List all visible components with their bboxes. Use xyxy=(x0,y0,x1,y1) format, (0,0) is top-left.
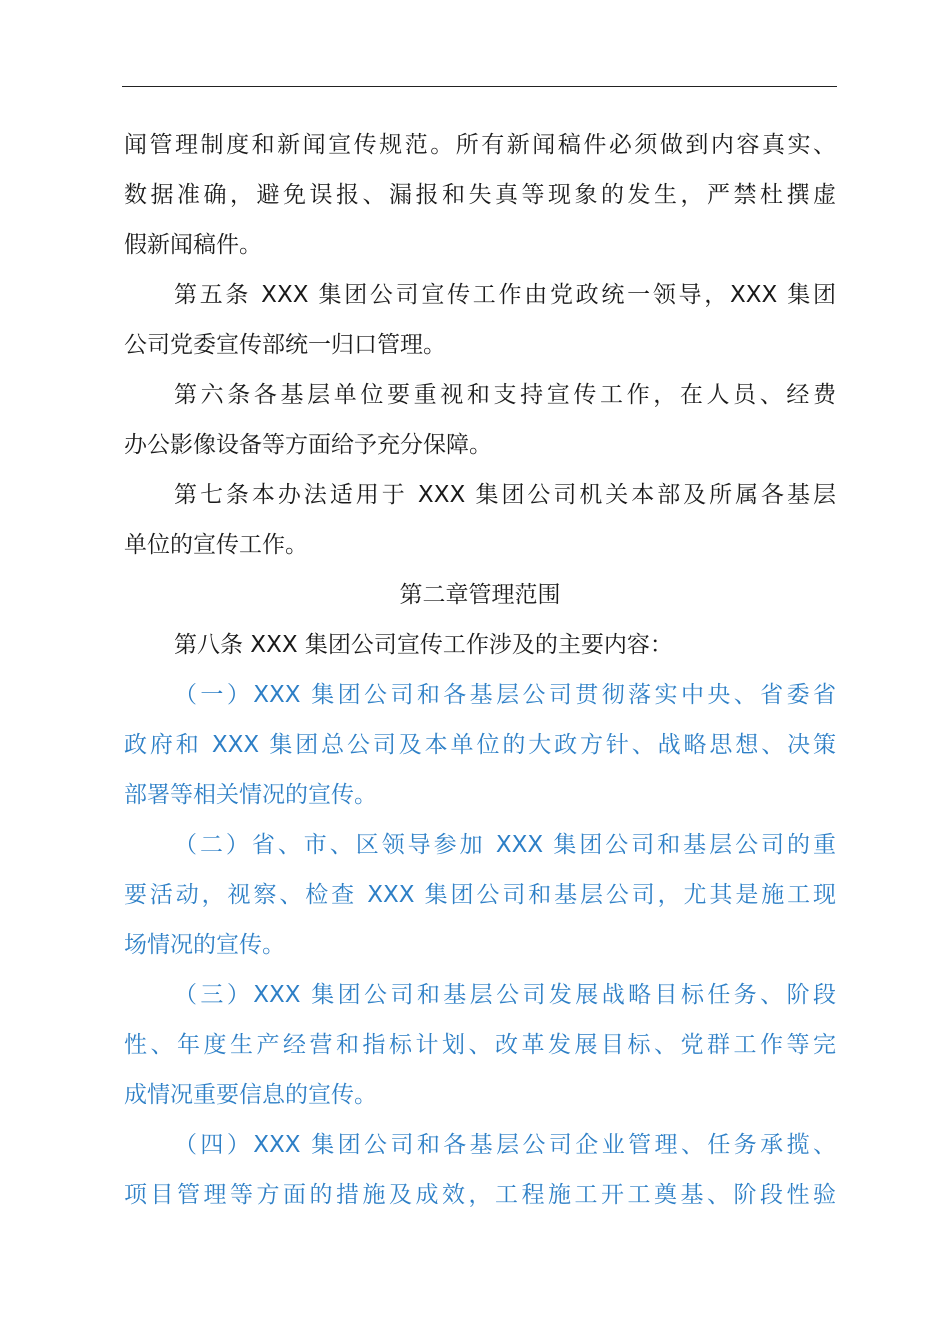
text-line: 部署等相关情况的宣传。 xyxy=(124,782,377,808)
text-line: 第八条 XXX 集团公司宣传工作涉及的主要内容： xyxy=(174,632,673,658)
item-4 xyxy=(124,1120,836,1220)
text-line: 项目管理等方面的措施及成效，工程施工开工奠基、阶段性验 xyxy=(124,1182,836,1208)
item-3 xyxy=(124,970,836,1120)
text-line: 第七条本办法适用于 XXX 集团公司机关本部及所属各基层 xyxy=(174,482,836,508)
article-6 xyxy=(124,370,836,470)
chapter-title: 第二章管理范围 xyxy=(399,582,561,608)
text-line: 成情况重要信息的宣传。 xyxy=(124,1082,377,1108)
document-body xyxy=(124,120,836,1220)
header-rule xyxy=(122,86,837,87)
chapter-heading xyxy=(124,570,836,620)
text-line: 要活动，视察、检查 XXX 集团公司和基层公司，尤其是施工现 xyxy=(124,882,836,908)
paragraph-continuation xyxy=(124,120,836,270)
article-7 xyxy=(124,470,836,570)
text-line: 办公影像设备等方面给予充分保障。 xyxy=(124,432,492,458)
text-line: （四）XXX 集团公司和各基层公司企业管理、任务承揽、 xyxy=(174,1132,836,1158)
text-line: 场情况的宣传。 xyxy=(124,932,285,958)
item-1 xyxy=(124,670,836,820)
text-line: 第六条各基层单位要重视和支持宣传工作，在人员、经费 xyxy=(174,382,836,408)
text-line: 单位的宣传工作。 xyxy=(124,532,308,558)
text-line: 假新闻稿件。 xyxy=(124,232,262,258)
text-line: （二）省、市、区领导参加 XXX 集团公司和基层公司的重 xyxy=(174,832,836,858)
text-line: 第五条 XXX 集团公司宣传工作由党政统一领导，XXX 集团 xyxy=(174,282,836,308)
text-line: 公司党委宣传部统一归口管理。 xyxy=(124,332,446,358)
text-line: 性、年度生产经营和指标计划、改革发展目标、党群工作等完 xyxy=(124,1032,836,1058)
text-line: 闻管理制度和新闻宣传规范。所有新闻稿件必须做到内容真实、 xyxy=(124,132,836,158)
article-5 xyxy=(124,270,836,370)
article-8 xyxy=(124,620,836,670)
text-line: 政府和 XXX 集团总公司及本单位的大政方针、战略思想、决策 xyxy=(124,732,836,758)
text-line: （三）XXX 集团公司和基层公司发展战略目标任务、阶段 xyxy=(174,982,836,1008)
item-2 xyxy=(124,820,836,970)
text-line: （一）XXX 集团公司和各基层公司贯彻落实中央、省委省 xyxy=(174,682,836,708)
text-line: 数据准确，避免误报、漏报和失真等现象的发生，严禁杜撰虚 xyxy=(124,182,836,208)
